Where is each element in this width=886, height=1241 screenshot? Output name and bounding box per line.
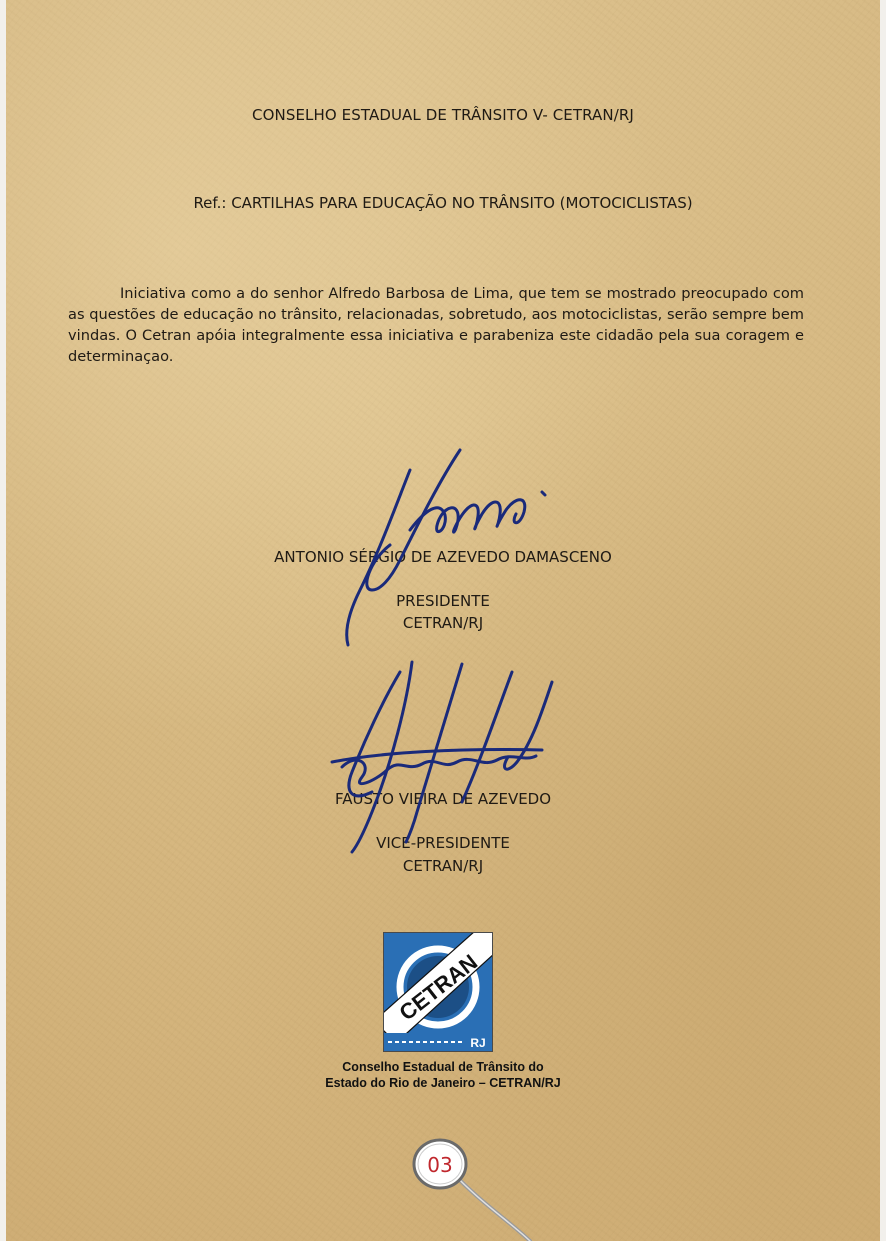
signatory-1-org: CETRAN/RJ xyxy=(402,614,484,632)
cetran-logo-emblem xyxy=(384,933,492,1051)
logo-wordmark: CETRAN xyxy=(394,949,483,1026)
logo-region: RJ xyxy=(470,1036,486,1050)
signatory-2-org: CETRAN/RJ xyxy=(402,857,484,875)
signatory-1-role: PRESIDENTE xyxy=(396,592,490,610)
cetran-logo xyxy=(383,932,493,1052)
signatory-2-role: VICE-PRESIDENTE xyxy=(376,834,510,852)
signatory-2-name: FAUSTO VIEIRA DE AZEVEDO xyxy=(334,790,552,808)
document-page xyxy=(6,0,880,1241)
letter-body: Iniciativa como a do senhor Alfredo Barbosa de Lima, que tem se mostrado preocupado com as questões de educação no trânsito, relacionadas, sobretudo, aos motociclistas, serão sempre bem vindas. O Cetran apóia integralmente essa iniciativa e parabeniza este cidadão pela sua coragem e determinaçao. xyxy=(68,285,804,365)
signatory-1-name: ANTONIO SÉRGIO DE AZEVEDO DAMASCENO xyxy=(274,548,612,566)
logo-caption-line-2: Estado do Rio de Janeiro – CETRAN/RJ xyxy=(325,1076,561,1090)
signature-2-image xyxy=(312,652,582,862)
page-number: 03 xyxy=(427,1153,453,1177)
signature-1-image xyxy=(320,440,580,660)
page-number-badge xyxy=(410,1132,550,1241)
document-title: CONSELHO ESTADUAL DE TRÂNSITO V- CETRAN/RJ xyxy=(252,106,634,124)
logo-caption-line-1: Conselho Estadual de Trânsito do xyxy=(342,1060,544,1074)
reference-line: Ref.: CARTILHAS PARA EDUCAÇÃO NO TRÂNSITO (MOTOCICLISTAS) xyxy=(193,194,693,212)
